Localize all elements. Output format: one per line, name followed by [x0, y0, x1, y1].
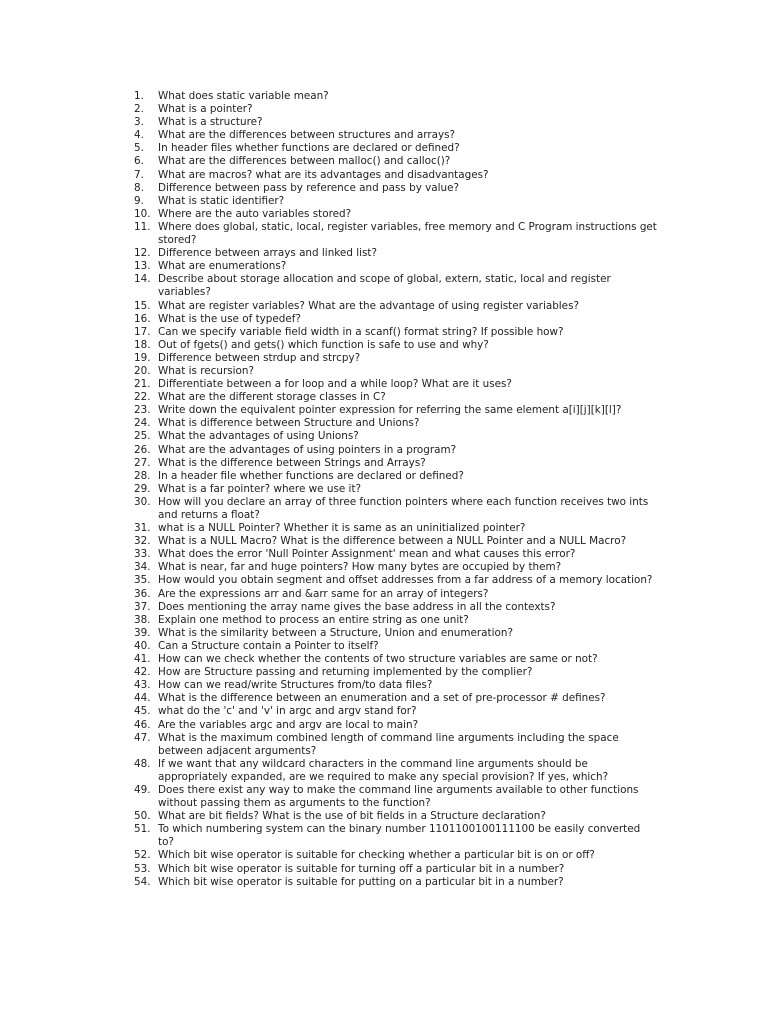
question-number: 51. [134, 823, 151, 836]
question-text: what is a NULL Pointer? Whether it is same as an uninitialized pointer? [158, 522, 526, 535]
question-text: How can we check whether the contents of two structure variables are same or not? [158, 653, 598, 666]
list-item [134, 823, 658, 849]
question-number: 35. [134, 574, 151, 587]
list-item [134, 247, 658, 260]
question-text: What does the error 'Null Pointer Assignment' mean and what causes this error? [158, 548, 576, 561]
question-number: 16. [134, 312, 151, 325]
list-item [134, 417, 658, 430]
list-item [134, 300, 658, 313]
question-text: Does there exist any way to make the command line arguments available to other functions without passing them as arguments to the function? [158, 783, 639, 810]
list-item [134, 522, 658, 535]
question-text: What are the advantages of using pointers in a program? [158, 443, 457, 456]
question-number: 38. [134, 613, 151, 626]
question-text: How will you declare an array of three function pointers where each function receives two ints and returns a float? [158, 495, 649, 521]
question-text: What are enumerations? [158, 260, 287, 273]
question-number: 19. [134, 351, 151, 364]
list-item [134, 758, 658, 784]
list-item [134, 352, 658, 365]
question-text: Explain one method to process an entire string as one unit? [158, 613, 469, 626]
question-number: 33. [134, 548, 151, 561]
question-number: 7. [134, 168, 144, 181]
question-text: Difference between strdup and strcpy? [158, 351, 361, 364]
list-item [134, 273, 658, 299]
question-text: Difference between pass by reference and pass by value? [158, 181, 460, 194]
question-text: What are bit fields? What is the use of bit fields in a Structure declaration? [158, 810, 546, 823]
question-number: 41. [134, 653, 151, 666]
question-number: 3. [134, 116, 144, 129]
question-number: 2. [134, 103, 144, 116]
list-item [134, 391, 658, 404]
question-text: What is a far pointer? where we use it? [158, 482, 362, 495]
question-text: What is the difference between an enumeration and a set of pre-processor # defines? [158, 692, 606, 705]
list-item [134, 679, 658, 692]
question-text: In header files whether functions are declared or defined? [158, 142, 460, 155]
list-item [134, 444, 658, 457]
question-text: Where are the auto variables stored? [158, 207, 352, 220]
question-number: 42. [134, 666, 151, 679]
list-item [134, 313, 658, 326]
question-number: 34. [134, 561, 151, 574]
question-number: 24. [134, 417, 151, 430]
list-item [134, 365, 658, 378]
list-item [134, 863, 658, 876]
list-item [134, 588, 658, 601]
question-number: 11. [134, 220, 151, 233]
question-text: What are the different storage classes in C? [158, 391, 386, 404]
question-text: How are Structure passing and returning implemented by the complier? [158, 666, 533, 679]
question-number: 48. [134, 757, 151, 770]
question-number: 40. [134, 639, 151, 652]
list-item [134, 601, 658, 614]
question-text: What is the similarity between a Structure, Union and enumeration? [158, 626, 513, 639]
list-item [134, 457, 658, 470]
question-number: 13. [134, 260, 151, 273]
list-item [134, 103, 658, 116]
question-text: What does static variable mean? [158, 90, 329, 102]
list-item [134, 614, 658, 627]
question-number: 36. [134, 587, 151, 600]
list-item [134, 627, 658, 640]
question-text: Describe about storage allocation and scope of global, extern, static, local and register variables? [158, 273, 611, 299]
question-number: 14. [134, 273, 151, 286]
list-item [134, 640, 658, 653]
question-text: What is recursion? [158, 364, 254, 377]
list-item [134, 182, 658, 195]
question-number: 47. [134, 731, 151, 744]
question-number: 29. [134, 482, 151, 495]
list-item [134, 221, 658, 247]
list-item [134, 142, 658, 155]
list-item [134, 169, 658, 182]
list-item [134, 483, 658, 496]
question-list [134, 90, 658, 889]
list-item [134, 195, 658, 208]
list-item [134, 732, 658, 758]
question-number: 18. [134, 338, 151, 351]
list-item [134, 574, 658, 587]
question-text: How would you obtain segment and offset addresses from a far address of a memory location? [158, 574, 653, 587]
list-item [134, 784, 658, 810]
question-number: 45. [134, 705, 151, 718]
list-item [134, 116, 658, 129]
question-number: 25. [134, 430, 151, 443]
list-item [134, 208, 658, 221]
list-item [134, 378, 658, 391]
question-text: Are the expressions arr and &arr same for an array of integers? [158, 587, 489, 600]
question-text: If we want that any wildcard characters in the command line arguments should be appropriately expanded, are we required to make any special provision? If yes, which? [158, 757, 609, 783]
list-item [134, 535, 658, 548]
list-item [134, 404, 658, 417]
question-number: 9. [134, 194, 144, 207]
question-text: What is difference between Structure and Unions? [158, 417, 420, 430]
question-text: What is the maximum combined length of command line arguments including the space between adjacent arguments? [158, 731, 619, 757]
list-item [134, 155, 658, 168]
question-text: What is a NULL Macro? What is the difference between a NULL Pointer and a NULL Macro? [158, 535, 627, 548]
question-text: Are the variables argc and argv are local to main? [158, 718, 419, 731]
list-item [134, 705, 658, 718]
question-text: Can a Structure contain a Pointer to itself? [158, 639, 379, 652]
list-item [134, 326, 658, 339]
question-text: Which bit wise operator is suitable for checking whether a particular bit is on or off? [158, 849, 595, 862]
question-text: Differentiate between a for loop and a while loop? What are it uses? [158, 378, 512, 391]
question-number: 49. [134, 783, 151, 796]
question-number: 52. [134, 849, 151, 862]
question-text: Can we specify variable field width in a scanf() format string? If possible how? [158, 325, 564, 338]
question-text: What the advantages of using Unions? [158, 430, 359, 443]
list-item [134, 496, 658, 522]
list-item [134, 430, 658, 443]
question-number: 6. [134, 155, 144, 168]
list-item [134, 548, 658, 561]
question-number: 31. [134, 522, 151, 535]
question-number: 12. [134, 247, 151, 260]
question-number: 53. [134, 862, 151, 875]
list-item [134, 666, 658, 679]
list-item [134, 653, 658, 666]
list-item [134, 260, 658, 273]
question-text: What are register variables? What are the advantage of using register variables? [158, 299, 580, 312]
question-number: 17. [134, 325, 151, 338]
question-text: What is the use of typedef? [158, 312, 301, 325]
question-text: Difference between arrays and linked list? [158, 247, 377, 260]
question-text: What is a structure? [158, 116, 263, 129]
question-number: 21. [134, 378, 151, 391]
question-text: Out of fgets() and gets() which function is safe to use and why? [158, 338, 489, 351]
question-number: 28. [134, 469, 151, 482]
list-item [134, 876, 658, 889]
question-number: 54. [134, 875, 151, 888]
list-item [134, 719, 658, 732]
question-number: 20. [134, 364, 151, 377]
question-number: 10. [134, 207, 151, 220]
question-number: 46. [134, 718, 151, 731]
question-text: Which bit wise operator is suitable for putting on a particular bit in a number? [158, 875, 564, 888]
question-text: Does mentioning the array name gives the base address in all the contexts? [158, 600, 556, 613]
question-number: 22. [134, 391, 151, 404]
question-text: In a header file whether functions are declared or defined? [158, 469, 464, 482]
question-number: 27. [134, 456, 151, 469]
question-text: To which numbering system can the binary number 1101100100111100 be easily converted to? [158, 823, 641, 849]
question-text: What are the differences between malloc() and calloc()? [158, 155, 451, 168]
question-text: What is near, far and huge pointers? How many bytes are occupied by them? [158, 561, 562, 574]
question-number: 39. [134, 626, 151, 639]
question-text: Write down the equivalent pointer expression for referring the same element a[i][j][k][l]? [158, 404, 622, 417]
list-item [134, 470, 658, 483]
question-text: What is static identifier? [158, 194, 285, 207]
question-number: 8. [134, 181, 144, 194]
question-text: Which bit wise operator is suitable for turning off a particular bit in a number? [158, 862, 565, 875]
question-number: 37. [134, 600, 151, 613]
question-text: what do the 'c' and 'v' in argc and argv stand for? [158, 705, 417, 718]
list-item [134, 129, 658, 142]
question-number: 44. [134, 692, 151, 705]
question-text: Where does global, static, local, register variables, free memory and C Program instructions get stored? [158, 220, 657, 247]
list-item [134, 561, 658, 574]
question-number: 26. [134, 443, 151, 456]
list-item [134, 90, 658, 103]
question-number: 23. [134, 404, 151, 417]
question-number: 43. [134, 679, 151, 692]
question-number: 50. [134, 810, 151, 823]
question-number: 1. [134, 90, 144, 102]
question-number: 32. [134, 535, 151, 548]
question-text: How can we read/write Structures from/to data files? [158, 679, 433, 692]
question-text: What are macros? what are its advantages and disadvantages? [158, 168, 489, 181]
question-number: 30. [134, 495, 151, 508]
list-item [134, 849, 658, 862]
question-text: What are the differences between structures and arrays? [158, 129, 456, 142]
question-number: 5. [134, 142, 144, 155]
question-number: 15. [134, 299, 151, 312]
question-text: What is the difference between Strings and Arrays? [158, 456, 426, 469]
question-number: 4. [134, 129, 144, 142]
list-item [134, 339, 658, 352]
list-item [134, 810, 658, 823]
question-text: What is a pointer? [158, 103, 253, 116]
list-item [134, 692, 658, 705]
